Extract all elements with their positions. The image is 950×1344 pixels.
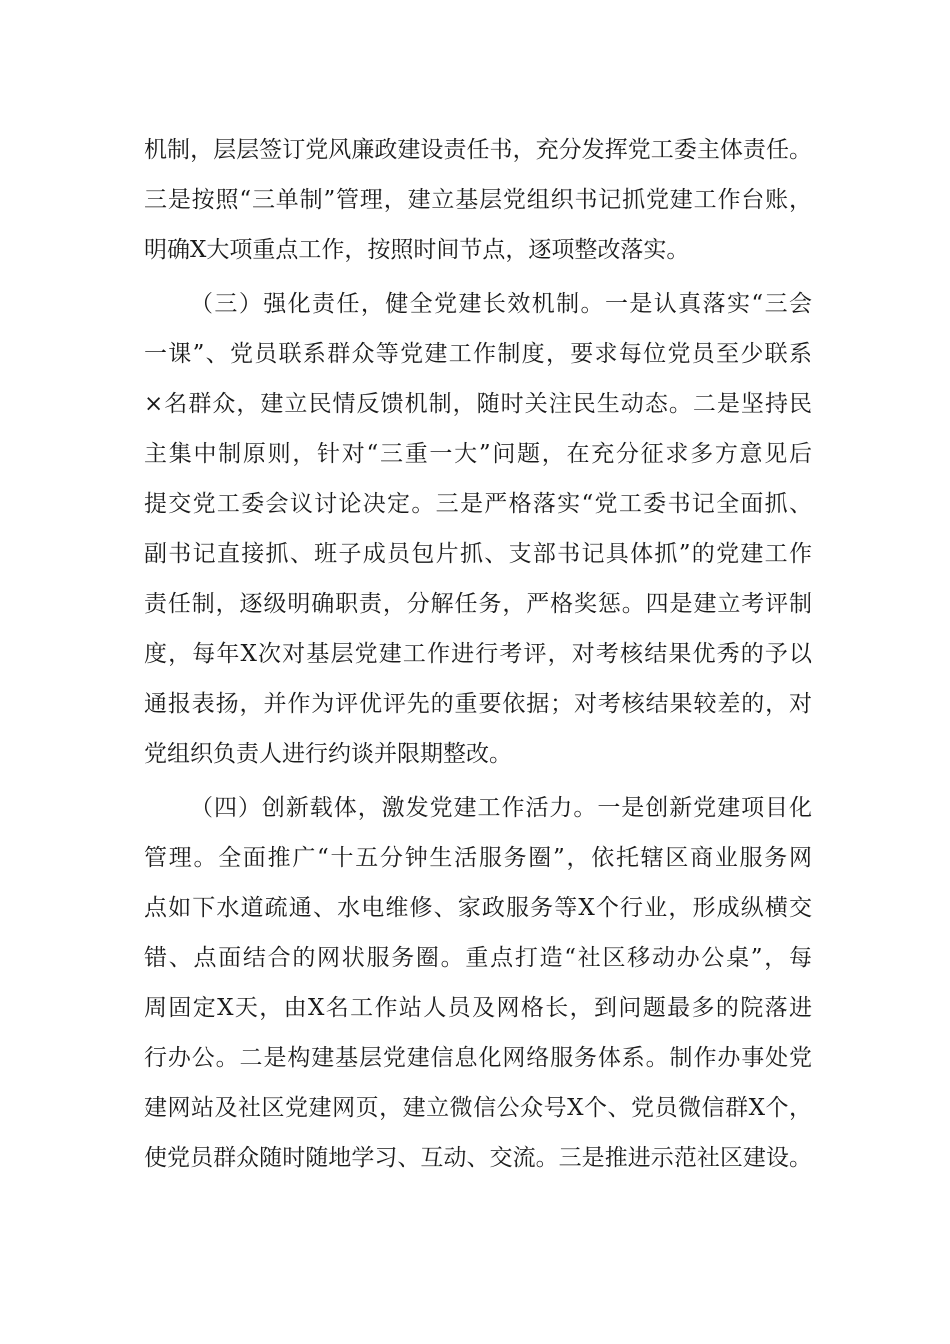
text-line-12: 通报表扬，并作为评优评先的重要依据；对考核结果较差的，对 bbox=[144, 691, 812, 717]
text-line-18: 周固定X天，由X名工作站人员及网格长，到问题最多的院落进 bbox=[144, 995, 812, 1021]
text-line-17: 错、点面结合的网状服务圈。重点打造“社区移动办公桌”，每 bbox=[144, 945, 812, 971]
text-line-13: 党组织负责人进行约谈并限期整改。 bbox=[144, 741, 512, 767]
text-line-21: 使党员群众随时随地学习、互动、交流。三是推进示范社区建设。 bbox=[144, 1145, 812, 1171]
text-line-8: 提交党工委会议讨论决定。三是严格落实“党工委书记全面抓、 bbox=[144, 491, 812, 517]
text-line-7: 主集中制原则，针对“三重一大”问题，在充分征求多方意见后 bbox=[144, 441, 812, 467]
section-three-heading-line: （三）强化责任，健全党建长效机制。一是认真落实“三会 bbox=[190, 291, 812, 317]
text-line-19: 行办公。二是构建基层党建信息化网络服务体系。制作办事处党 bbox=[144, 1045, 812, 1071]
text-line-11: 度，每年X次对基层党建工作进行考评，对考核结果优秀的予以 bbox=[144, 641, 812, 667]
text-line-15: 管理。全面推广“十五分钟生活服务圈”，依托辖区商业服务网 bbox=[144, 845, 812, 871]
text-line-1: 机制，层层签订党风廉政建设责任书，充分发挥党工委主体责任。 bbox=[144, 137, 812, 163]
text-line-2: 三是按照“三单制”管理，建立基层党组织书记抓党建工作台账， bbox=[144, 187, 812, 213]
text-line-9: 副书记直接抓、班子成员包片抓、支部书记具体抓”的党建工作 bbox=[144, 541, 812, 567]
section-four-heading-line: （四）创新载体，激发党建工作活力。一是创新党建项目化 bbox=[190, 795, 812, 821]
text-line-16: 点如下水道疏通、水电维修、家政服务等X个行业，形成纵横交 bbox=[144, 895, 812, 921]
text-line-6: ×名群众，建立民情反馈机制，随时关注民生动态。二是坚持民 bbox=[144, 391, 812, 417]
text-line-20: 建网站及社区党建网页，建立微信公众号X个、党员微信群X个， bbox=[144, 1095, 812, 1121]
text-line-10: 责任制，逐级明确职责，分解任务，严格奖惩。四是建立考评制 bbox=[144, 591, 812, 617]
text-line-3: 明确X大项重点工作，按照时间节点，逐项整改落实。 bbox=[144, 237, 690, 263]
text-line-5: 一课”、党员联系群众等党建工作制度，要求每位党员至少联系 bbox=[144, 341, 812, 367]
